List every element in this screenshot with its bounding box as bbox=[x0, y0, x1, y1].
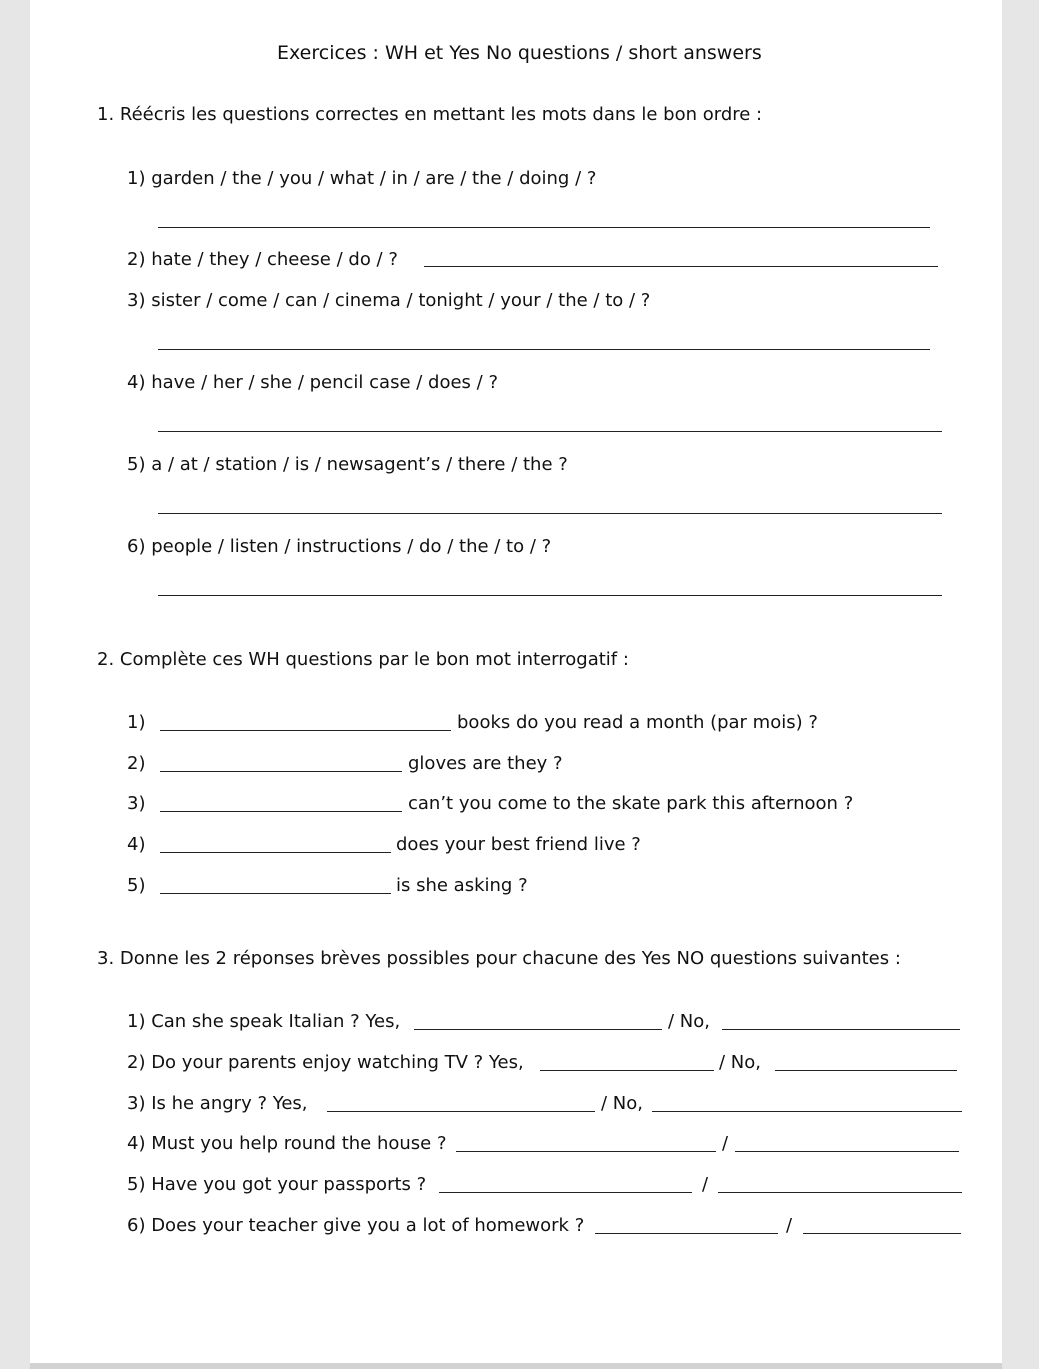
s3-answer-blank-6b[interactable] bbox=[803, 1233, 961, 1234]
s1-question-1: 1) garden / the / you / what / in / are / the / doing / ? bbox=[127, 168, 597, 189]
s3-answer-blank-5a[interactable] bbox=[439, 1192, 692, 1193]
s1-question-3: 3) sister / come / can / cinema / tonight / your / the / to / ? bbox=[127, 290, 651, 311]
s1-answer-line-6[interactable] bbox=[158, 595, 942, 596]
s1-answer-line-5[interactable] bbox=[158, 513, 942, 514]
s3-question-1: 1) Can she speak Italian ? Yes, bbox=[127, 1011, 401, 1032]
s3-question-2: 2) Do your parents enjoy watching TV ? Yes, bbox=[127, 1052, 524, 1073]
s3-yes-blank-1[interactable] bbox=[414, 1029, 662, 1030]
s3-no-blank-2[interactable] bbox=[775, 1070, 957, 1071]
s1-answer-line-2[interactable] bbox=[424, 266, 938, 267]
s3-no-blank-1[interactable] bbox=[722, 1029, 960, 1030]
s3-question-3: 3) Is he angry ? Yes, bbox=[127, 1093, 308, 1114]
s3-separator-3: / No, bbox=[601, 1093, 643, 1114]
section2-heading: 2. Complète ces WH questions par le bon mot interrogatif : bbox=[97, 649, 629, 670]
page-bottom-edge bbox=[30, 1363, 1002, 1369]
s2-text-2: gloves are they ? bbox=[408, 753, 563, 774]
s2-blank-1[interactable] bbox=[160, 730, 451, 731]
s3-separator-4: / bbox=[722, 1133, 729, 1154]
s1-question-5: 5) a / at / station / is / newsagent’s / there / the ? bbox=[127, 454, 568, 475]
s2-text-4: does your best friend live ? bbox=[396, 834, 641, 855]
s2-text-1: books do you read a month (par mois) ? bbox=[457, 712, 818, 733]
s2-number-2: 2) bbox=[127, 753, 146, 774]
s3-question-6: 6) Does your teacher give you a lot of homework ? bbox=[127, 1215, 585, 1236]
s3-answer-blank-4a[interactable] bbox=[456, 1151, 716, 1152]
s2-number-3: 3) bbox=[127, 793, 146, 814]
s2-blank-5[interactable] bbox=[160, 893, 391, 894]
worksheet-page bbox=[30, 0, 1002, 1363]
s3-question-4: 4) Must you help round the house ? bbox=[127, 1133, 447, 1154]
s2-number-4: 4) bbox=[127, 834, 146, 855]
s2-blank-3[interactable] bbox=[160, 811, 402, 812]
s2-number-5: 5) bbox=[127, 875, 146, 896]
s1-answer-line-4[interactable] bbox=[158, 431, 942, 432]
s3-yes-blank-2[interactable] bbox=[540, 1070, 714, 1071]
s1-question-4: 4) have / her / she / pencil case / does / ? bbox=[127, 372, 498, 393]
s3-answer-blank-6a[interactable] bbox=[595, 1233, 778, 1234]
section3-heading: 3. Donne les 2 réponses brèves possibles pour chacune des Yes NO questions suivantes : bbox=[97, 948, 901, 969]
s3-separator-5: / bbox=[702, 1174, 709, 1195]
s3-yes-blank-3[interactable] bbox=[327, 1111, 595, 1112]
s2-text-3: can’t you come to the skate park this afternoon ? bbox=[408, 793, 854, 814]
s3-separator-2: / No, bbox=[719, 1052, 761, 1073]
s2-text-5: is she asking ? bbox=[396, 875, 528, 896]
s3-answer-blank-5b[interactable] bbox=[718, 1192, 962, 1193]
s2-blank-4[interactable] bbox=[160, 852, 391, 853]
s1-question-6: 6) people / listen / instructions / do / the / to / ? bbox=[127, 536, 552, 557]
s2-blank-2[interactable] bbox=[160, 771, 402, 772]
s3-question-5: 5) Have you got your passports ? bbox=[127, 1174, 427, 1195]
section1-heading: 1. Réécris les questions correctes en mettant les mots dans le bon ordre : bbox=[97, 104, 763, 125]
s3-answer-blank-4b[interactable] bbox=[735, 1151, 959, 1152]
page-title: Exercices : WH et Yes No questions / short answers bbox=[277, 42, 762, 64]
s3-separator-6: / bbox=[786, 1215, 793, 1236]
s3-separator-1: / No, bbox=[668, 1011, 710, 1032]
s1-answer-line-3[interactable] bbox=[158, 349, 930, 350]
s1-question-2: 2) hate / they / cheese / do / ? bbox=[127, 249, 398, 270]
s1-answer-line-1[interactable] bbox=[158, 227, 930, 228]
s3-no-blank-3[interactable] bbox=[652, 1111, 962, 1112]
s2-number-1: 1) bbox=[127, 712, 146, 733]
